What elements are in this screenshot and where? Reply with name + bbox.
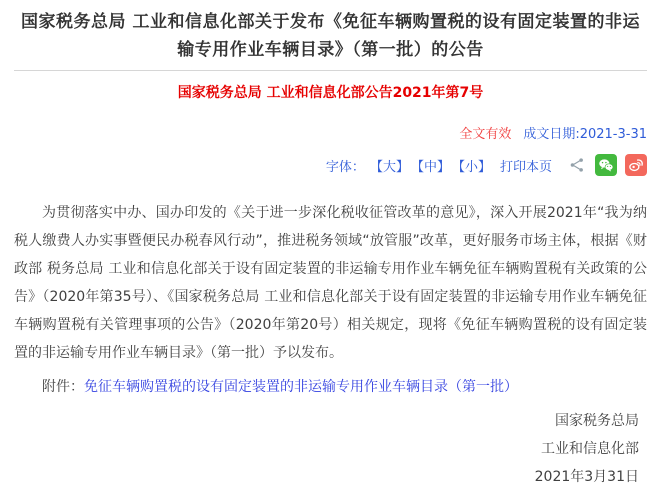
share-icon[interactable] bbox=[567, 155, 587, 175]
weibo-icon[interactable] bbox=[625, 154, 647, 176]
font-small-button[interactable]: 【小】 bbox=[451, 159, 491, 175]
attachment-label: 附件： bbox=[42, 379, 84, 395]
doc-number: 国家税务总局 工业和信息化部公告2021年第7号 bbox=[177, 85, 484, 101]
title-divider bbox=[14, 70, 647, 71]
document-body bbox=[14, 199, 647, 367]
attachment-link[interactable]: 免征车辆购置税的设有固定装置的非运输专用作业车辆目录（第一批） bbox=[84, 379, 518, 395]
page-title: 国家税务总局 工业和信息化部关于发布《免征车辆购置税的设有固定装置的非运输专用作业车辆目录》（第一批）的公告 bbox=[21, 12, 640, 60]
signature-date: 2021年3月31日 bbox=[534, 469, 639, 485]
signature-agency-2: 工业和信息化部 bbox=[541, 441, 639, 457]
body-paragraph: 为贯彻落实中办、国办印发的《关于进一步深化税收征管改革的意见》，深入开展2021年“我为纳税人缴费人办实事暨便民办税春风行动”，推进税务领域“放管服”改革，更好服务市场主体，根据《财政部 税务总局 工业和信息化部关于设有固定装置的非运输专用作业车辆免征车辆购置税有关政策的公告》（2020年第35号）、《国家税务总局 工业和信息化部关于设有固定装置的非运输专用作业车辆免征车辆购置税有关管理事项的公告》（2020年第20号）相关规定，现将《免征车辆购置税的设有固定装置的非运输专用作业车辆目录》（第一批）予以发布。 bbox=[14, 205, 647, 361]
signature-agency-1: 国家税务总局 bbox=[555, 413, 639, 429]
toolbar bbox=[14, 153, 647, 177]
signature-block bbox=[14, 407, 647, 491]
print-button[interactable]: 打印本页 bbox=[499, 159, 552, 175]
meta-row bbox=[14, 127, 647, 143]
font-large-button[interactable]: 【大】 bbox=[369, 159, 409, 175]
issue-date: 成文日期:2021-3-31 bbox=[523, 127, 647, 142]
wechat-icon[interactable] bbox=[595, 154, 617, 176]
font-size-label: 字体： bbox=[325, 159, 365, 175]
validity-status: 全文有效 bbox=[459, 127, 512, 142]
attachment-row bbox=[14, 373, 647, 401]
font-medium-button[interactable]: 【中】 bbox=[410, 159, 450, 175]
